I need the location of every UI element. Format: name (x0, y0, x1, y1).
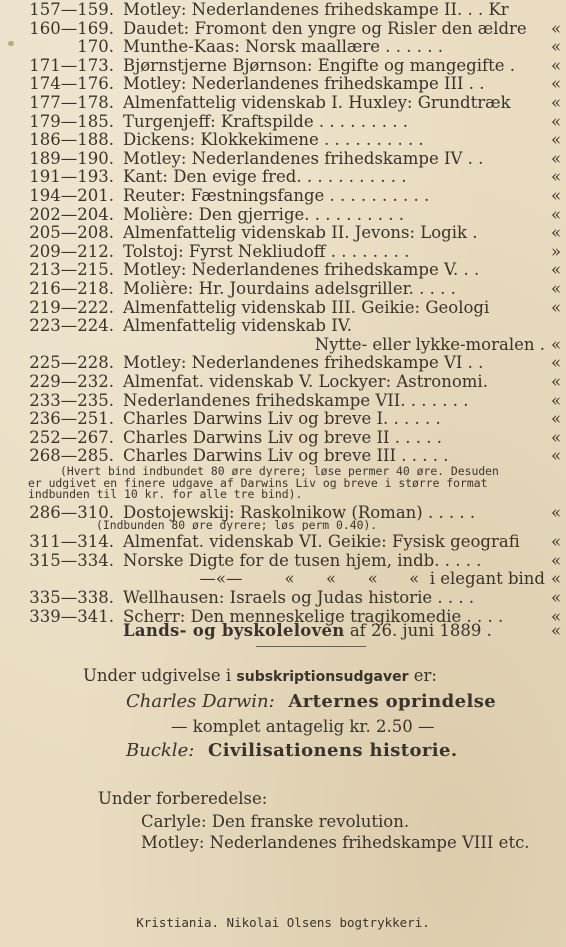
footnote-line: indbunden til 10 kr. for alle tre bind). (28, 488, 303, 500)
volume-numbers: 229—232. (29, 372, 114, 391)
price-ditto-mark: « (551, 502, 562, 522)
preparation-line-2: Motley: Nederlandenes frihedskampe VIII etc. (141, 833, 530, 852)
price-ditto-mark: « (551, 18, 562, 38)
price-ditto-mark: « (551, 446, 562, 466)
school-law-title: Lands- og byskoleloven (123, 621, 345, 640)
section-divider (256, 646, 366, 647)
volume-numbers: 315—334. (29, 550, 114, 570)
darwin-title: Arternes oprindelse (288, 691, 497, 712)
school-law-date: af 26. juni 1889 . (344, 621, 492, 640)
volume-numbers: 219—222. (29, 297, 114, 317)
price-ditto-mark: « (551, 260, 562, 280)
price-ditto-mark: « (551, 587, 562, 607)
volume-title: Molière: Hr. Jourdains adelsgriller. . . . . (123, 279, 456, 298)
volume-title: Almenfat. videnskab VI. Geikie: Fysisk geografi (123, 532, 520, 552)
volume-title: Nytte- eller lykke-moralen . (314, 334, 545, 354)
price-ditto-mark: « (551, 223, 562, 243)
volume-title: Bjørnstjerne Bjørnson: Engifte og mangegifte . (123, 55, 515, 75)
volume-numbers: 179—185. (29, 111, 114, 131)
volume-title: Kant: Den evige fred. . . . . . . . . . . (123, 167, 407, 187)
volume-numbers: 268—285. (29, 446, 114, 466)
volume-numbers: 157—159. (29, 0, 114, 19)
volume-title: Almenfattelig videnskab IV. (123, 316, 353, 336)
price-ditto-mark: « (551, 409, 562, 429)
buckle-title: Civilisationens historie. (208, 740, 458, 761)
volume-title: Almenfattelig videnskab III. Geikie: Geologi (123, 297, 490, 317)
preparation-line-1: Carlyle: Den franske revolution. (141, 812, 410, 831)
volume-title: Almenfattelig videnskab II. Jevons: Logik . (123, 223, 478, 243)
price-ditto-mark: « (551, 532, 562, 552)
volume-numbers: 177—178. (29, 93, 114, 112)
buckle-author: Buckle: (126, 740, 195, 761)
volume-title: Motley: Nederlandenes frihedskampe IV . . (123, 148, 484, 168)
volume-title: Charles Darwins Liv og breve I. . . . . . (123, 409, 441, 429)
price-ditto-mark: « (551, 372, 562, 391)
darwin-price: — komplet antagelig kr. 2.50 — (171, 717, 435, 736)
volume-numbers: 194—201. (29, 186, 114, 205)
price-ditto-mark: « (551, 550, 562, 570)
volume-title: Motley: Nederlandenes frihedskampe II. . . Kr (123, 0, 509, 19)
volume-numbers: 174—176. (29, 74, 114, 94)
volume-numbers: 335—338. (29, 587, 114, 607)
volume-numbers: 171—173. (29, 55, 114, 75)
volume-numbers: 216—218. (29, 279, 114, 298)
price-ditto-mark: « (551, 390, 562, 410)
volume-title: Norske Digte for de tusen hjem, indb. . . . . (123, 550, 482, 570)
volume-title: Nederlandenes frihedskampe VII. . . . . . . (123, 390, 469, 410)
price-ditto-mark: « (551, 130, 562, 150)
volume-title: Reuter: Fæstningsfange . . . . . . . . . . (123, 186, 430, 205)
volume-numbers: 189—190. (29, 148, 114, 168)
volume-numbers: 233—235. (29, 390, 114, 410)
volume-title: Motley: Nederlandenes frihedskampe V. . . (123, 260, 480, 280)
volume-title: Tolstoj: Fyrst Nekliudoff . . . . . . . . (123, 241, 410, 261)
volume-title: Molière: Den gjerrige. . . . . . . . . . (123, 204, 404, 224)
volume-title: Munthe-Kaas: Norsk maallære . . . . . . (123, 37, 443, 57)
volume-numbers: 223—224. (29, 316, 114, 336)
subscription-heading-text: Under udgivelse i (83, 666, 232, 685)
school-law-line (123, 620, 563, 642)
subscription-heading-end: er: (413, 666, 437, 685)
volume-title: Motley: Nederlandenes frihedskampe VI . . (123, 353, 484, 373)
volume-title: Motley: Nederlandenes frihedskampe III . . (123, 74, 485, 94)
volume-title: Daudet: Fromont den yngre og Risler den ældre (123, 18, 527, 38)
darwin-line (126, 691, 496, 713)
price-ditto-mark: « (551, 297, 562, 317)
volume-title: Charles Darwins Liv og breve II . . . . . (123, 427, 442, 447)
price-ditto-mark: « (551, 37, 562, 57)
price-ditto-mark: « (551, 74, 562, 94)
volume-numbers: 209—212. (29, 241, 114, 261)
volume-numbers: 252—267. (29, 427, 114, 447)
price-ditto-mark: « (551, 606, 562, 626)
price-ditto-mark: « (551, 55, 562, 75)
subscription-heading (83, 665, 437, 688)
preparation-heading: Under forberedelse: (98, 789, 268, 808)
footnote-line: er udgivet en finere udgave af Darwins Liv og breve i større format (28, 476, 488, 489)
volume-title: Dickens: Klokkekimene . . . . . . . . . . (123, 130, 424, 150)
price-ditto-mark: « (551, 204, 562, 224)
footnote-line: (Hvert bind indbundet 80 øre dyrere; løse permer 40 øre. Desuden (60, 465, 499, 477)
volume-numbers: 339—341. (29, 606, 114, 626)
volume-numbers: 213—215. (29, 260, 114, 280)
volume-title: Almenfat. videnskab V. Lockyer: Astronomi. (123, 372, 488, 391)
buckle-line (126, 740, 458, 762)
price-ditto-mark: « (551, 93, 562, 112)
volume-numbers: 205—208. (29, 223, 114, 243)
price-ditto-mark: « (551, 569, 562, 589)
price-ditto-mark: « (551, 148, 562, 168)
printer-imprint: Kristiania. Nikolai Olsens bogtrykkeri. (136, 915, 430, 930)
volume-title: Dostojewskij: Raskolnikow (Roman) . . . . . (123, 502, 476, 522)
volume-numbers: 186—188. (29, 130, 114, 150)
volume-title: Wellhausen: Israels og Judas historie . . . . (123, 587, 475, 607)
price-ditto-mark: » (551, 241, 562, 261)
subscription-heading-bold: subskriptionsudgaver (236, 669, 409, 685)
price-ditto-mark: « (551, 167, 562, 187)
volume-title: Charles Darwins Liv og breve III . . . . . (123, 446, 449, 466)
volume-numbers: 202—204. (29, 204, 114, 224)
volume-numbers: 160—169. (29, 18, 114, 38)
volume-numbers: 311—314. (29, 532, 114, 552)
volume-numbers: 236—251. (29, 409, 114, 429)
volume-title: —«— « « « « i elegant bind (188, 569, 545, 589)
volume-numbers: 225—228. (29, 353, 114, 373)
volume-title: Almenfattelig videnskab I. Huxley: Grundtræk (123, 93, 511, 112)
price-ditto-mark: « (551, 353, 562, 373)
price-ditto-mark: « (551, 427, 562, 447)
price-ditto-mark: « (551, 111, 562, 131)
volume-title: Turgenjeff: Kraftspilde . . . . . . . . . (123, 111, 408, 131)
footnote-binding: (Indbunden 80 øre dyrere; løs perm 0.40). (96, 519, 378, 532)
price-ditto-mark: « (551, 334, 562, 354)
volume-numbers: 286—310. (29, 502, 114, 522)
price-ditto-mark: « (551, 279, 562, 298)
price-ditto-mark: « (551, 186, 562, 205)
volume-numbers: 170. (77, 37, 114, 57)
volume-numbers: 191—193. (29, 167, 114, 187)
school-law-mark: « (551, 621, 562, 640)
volume-title: Scherr: Den menneskelige tragikomedie . . . . (123, 606, 504, 626)
darwin-author: Charles Darwin: (126, 691, 275, 712)
